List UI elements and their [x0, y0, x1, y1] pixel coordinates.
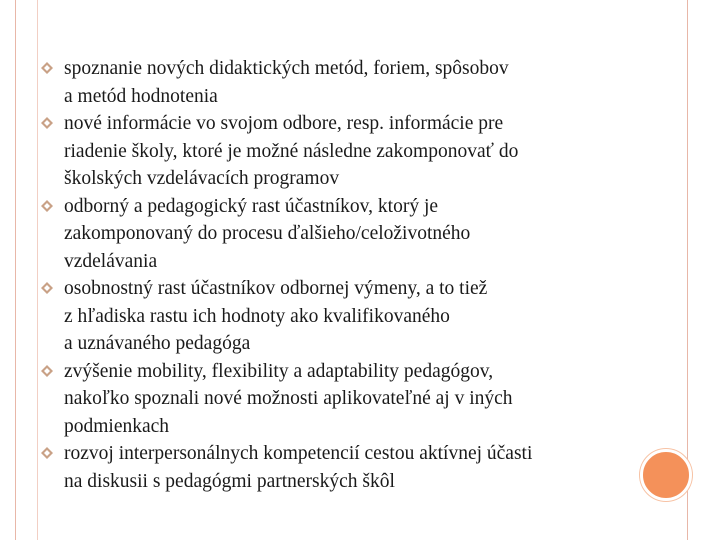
bullet-list: [38, 55, 618, 495]
diamond-outline-icon: [40, 61, 54, 75]
bullet-item: [38, 440, 618, 495]
bullet-text-line: z hľadiska rastu ich hodnoty ako kvalifikovaného: [64, 305, 450, 327]
bullet-text-line: rozvoj interpersonálnych kompetencií cestou aktívnej účasti: [64, 443, 533, 464]
bullet-item: [38, 358, 618, 441]
bullet-text-line: na diskusii s pedagógmi partnerských škôl: [64, 470, 395, 492]
bullet-text-line: a uznávaného pedagóga: [64, 333, 251, 354]
diamond-outline-icon: [40, 446, 54, 460]
bullet-text-line: riadenie školy, ktoré je možné následne zakomponovať do: [64, 140, 519, 162]
bullet-text-line: nové informácie vo svojom odbore, resp. informácie pre: [64, 113, 504, 134]
bullet-text-line: zvýšenie mobility, flexibility a adaptability pedagógov,: [64, 360, 494, 382]
diamond-outline-icon: [40, 281, 54, 295]
bullet-item: [38, 193, 618, 276]
bullet-text-line: a metód hodnotenia: [64, 85, 218, 107]
bullet-text-line: spoznanie nových didaktických metód, foriem, spôsobov: [64, 58, 509, 79]
diamond-outline-icon: [40, 199, 54, 213]
bullet-text-line: vzdelávania: [64, 250, 158, 272]
diamond-outline-icon: [40, 364, 54, 378]
bullet-text-line: podmienkach: [64, 415, 170, 437]
bullet-text-line: nakoľko spoznali nové možnosti aplikovateľné aj v iných: [64, 388, 513, 409]
diamond-outline-icon: [40, 116, 54, 130]
bullet-text-line: školských vzdelávacích programov: [64, 168, 340, 189]
decorative-orange-circle: [640, 449, 692, 501]
bullet-item: [38, 55, 618, 110]
bullet-item: [38, 275, 618, 358]
bullet-text-line: zakomponovaný do procesu ďalšieho/celoživotného: [64, 223, 471, 244]
bullet-item: [38, 110, 618, 193]
bullet-text-line: osobnostný rast účastníkov odbornej výmeny, a to tiež: [64, 278, 488, 299]
bullet-text-line: odborný a pedagogický rast účastníkov, ktorý je: [64, 195, 439, 217]
